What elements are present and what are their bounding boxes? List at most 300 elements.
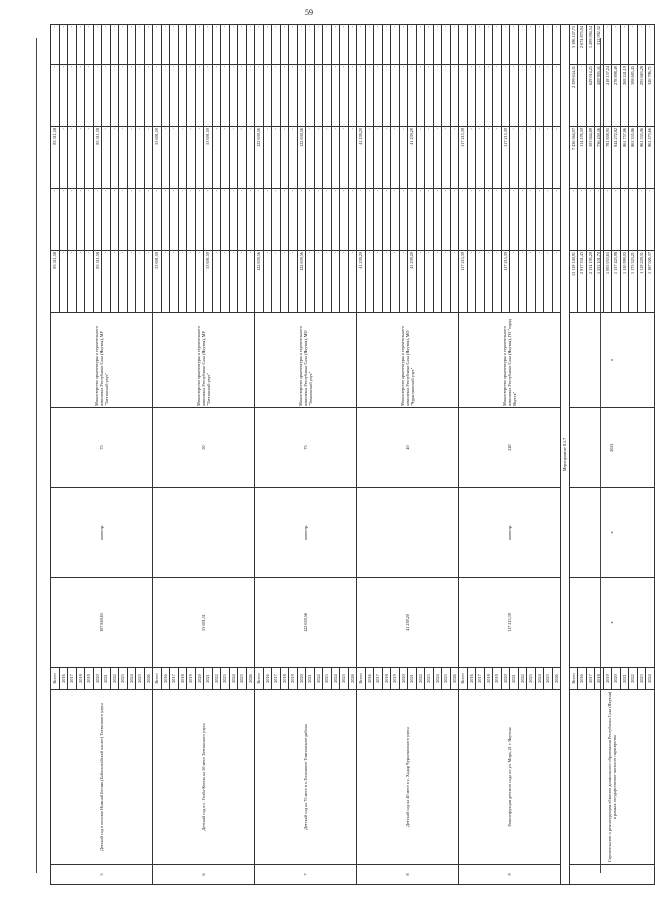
year-cell: 2017 (476, 668, 485, 690)
year-cell: 2023 (119, 668, 128, 690)
year-cell: 2019 (187, 668, 196, 690)
value-d: - (484, 65, 493, 127)
value-b: - (161, 189, 170, 251)
year-cell: 2021 (510, 668, 519, 690)
value-b: - (442, 189, 451, 251)
item-cost: 41 239,20 (357, 578, 459, 668)
total-a: 1 130 999,05 (620, 251, 629, 313)
value-e: - (323, 25, 332, 65)
value-b: - (195, 189, 204, 251)
value-b: - (51, 189, 60, 251)
value-d: - (323, 65, 332, 127)
value-b: - (348, 189, 357, 251)
value-d: - (527, 65, 536, 127)
page-number: 59 (305, 8, 313, 17)
value-b: - (467, 189, 476, 251)
value-e: - (408, 25, 417, 65)
value-c: - (280, 127, 289, 189)
year-cell: 2025 (442, 668, 451, 690)
item-cost: 53 691,51 (153, 578, 255, 668)
value-e: - (297, 25, 306, 65)
value-d: - (476, 65, 485, 127)
value-c: - (127, 127, 136, 189)
total-d: 3 196 127,73 (569, 25, 578, 65)
year-cell: 2016 (365, 668, 374, 690)
value-a: - (170, 251, 179, 313)
value-b: - (144, 189, 153, 251)
table-row (153, 25, 162, 885)
value-d: - (382, 65, 391, 127)
value-a: - (331, 251, 340, 313)
value-a: 53 691,50 (204, 251, 213, 313)
value-d: - (119, 65, 128, 127)
item-number: 7 (255, 865, 357, 885)
value-d: - (153, 65, 162, 127)
value-d: - (399, 65, 408, 127)
year-cell: 2024 (331, 668, 340, 690)
value-e: - (476, 25, 485, 65)
value-e: - (510, 25, 519, 65)
value-c: 122 639,56 (255, 127, 264, 189)
x-mark: х (569, 578, 654, 668)
value-a: 41 239,20 (357, 251, 366, 313)
value-c: - (365, 127, 374, 189)
value-e: - (59, 25, 68, 65)
value-b: - (382, 189, 391, 251)
value-a: - (399, 251, 408, 313)
value-b: - (255, 189, 264, 251)
total-c: 2 399 634,11 (569, 65, 578, 127)
value-a: - (544, 251, 553, 313)
year-cell: 2021 (620, 668, 629, 690)
value-d: - (340, 65, 349, 127)
value-a: - (161, 251, 170, 313)
value-a: - (382, 251, 391, 313)
value-c: - (272, 127, 281, 189)
value-b: - (272, 189, 281, 251)
value-d: - (102, 65, 111, 127)
year-cell: 2020 (195, 668, 204, 690)
value-e: - (527, 25, 536, 65)
value-a: 83 511,58 (93, 251, 102, 313)
value-e: - (552, 25, 561, 65)
total-a: 1 137 425,98 (612, 251, 621, 313)
value-e: - (229, 25, 238, 65)
value-a: - (416, 251, 425, 313)
value-c: - (467, 127, 476, 189)
value-b: - (238, 189, 247, 251)
value-a: - (365, 251, 374, 313)
value-a: - (85, 251, 94, 313)
item-type: новостр. (255, 488, 357, 578)
item-type (153, 488, 255, 578)
value-c: - (442, 127, 451, 189)
value-a: - (348, 251, 357, 313)
value-b: - (552, 189, 561, 251)
value-d: - (59, 65, 68, 127)
value-c: - (535, 127, 544, 189)
value-a: - (221, 251, 230, 313)
value-b: - (527, 189, 536, 251)
year-cell: 2017 (272, 668, 281, 690)
total-d: - (620, 25, 629, 65)
subtotal-row (561, 25, 570, 885)
value-d: - (110, 65, 119, 127)
total-blank-col: - (578, 189, 587, 251)
table-row (51, 25, 60, 885)
value-a: - (68, 251, 77, 313)
value-c: - (238, 127, 247, 189)
value-d: - (501, 65, 510, 127)
year-cell: 2019 (603, 668, 612, 690)
value-d: - (552, 65, 561, 127)
value-b: - (229, 189, 238, 251)
value-a: - (212, 251, 221, 313)
value-e: - (255, 25, 264, 65)
value-c: - (476, 127, 485, 189)
value-b: - (297, 189, 306, 251)
year-cell: 2021 (408, 668, 417, 690)
item-places: 40 (357, 408, 459, 488)
value-a: - (518, 251, 527, 313)
value-c: - (170, 127, 179, 189)
total-c: 629 014,25 (586, 65, 595, 127)
year-cell: 2019 (85, 668, 94, 690)
total-c: 308 685,45 (629, 65, 638, 127)
value-e: - (544, 25, 553, 65)
value-e: - (331, 25, 340, 65)
value-e: - (212, 25, 221, 65)
value-b: - (450, 189, 459, 251)
value-c: 41 239,20 (408, 127, 417, 189)
value-d: - (272, 65, 281, 127)
value-e: - (374, 25, 383, 65)
value-e: - (382, 25, 391, 65)
total-b: 861 275,66 (646, 127, 655, 189)
value-b: - (68, 189, 77, 251)
total-a: 1 005 033,65 (603, 251, 612, 313)
value-e: - (178, 25, 187, 65)
year-cell: 2025 (136, 668, 145, 690)
item-places: 50 (153, 408, 255, 488)
item-type: новостр. (51, 488, 153, 578)
value-e: - (425, 25, 434, 65)
value-c: - (59, 127, 68, 189)
value-c: 83 511,58 (51, 127, 60, 189)
value-c: 53 691,50 (153, 127, 162, 189)
table-left-edge (36, 38, 37, 873)
total-c: 289 905,11 (595, 65, 604, 127)
total-a: 2 917 331,43 (578, 251, 587, 313)
value-d: - (246, 65, 255, 127)
value-e: - (93, 25, 102, 65)
total-c: 218 137,24 (603, 65, 612, 127)
value-b: - (493, 189, 502, 251)
value-a: - (280, 251, 289, 313)
value-d: - (314, 65, 323, 127)
value-c: - (544, 127, 553, 189)
year-cell: 2021 (102, 668, 111, 690)
value-c: - (484, 127, 493, 189)
value-b: - (484, 189, 493, 251)
value-e: - (76, 25, 85, 65)
total-d: 2 674 875,04 (578, 25, 587, 65)
value-e: - (450, 25, 459, 65)
value-a: - (535, 251, 544, 313)
year-cell: 2025 (340, 668, 349, 690)
value-e: - (110, 25, 119, 65)
total-a: 1 187 026,37 (646, 251, 655, 313)
value-d: - (68, 65, 77, 127)
value-d: - (493, 65, 502, 127)
value-e: - (391, 25, 400, 65)
item-name: Детский сад в с. Уолба-Кюель на 50 мест Таттинского улуса (153, 690, 255, 865)
item-type: новостр. (459, 488, 561, 578)
value-b: - (178, 189, 187, 251)
value-a: - (289, 251, 298, 313)
value-e: - (127, 25, 136, 65)
value-a: - (467, 251, 476, 313)
year-cell: 2023 (221, 668, 230, 690)
value-b: - (170, 189, 179, 251)
year-cell: Всего (357, 668, 366, 690)
year-cell: 2023 (527, 668, 536, 690)
value-c: - (450, 127, 459, 189)
value-d: - (535, 65, 544, 127)
value-b: - (323, 189, 332, 251)
value-e: - (221, 25, 230, 65)
value-d: - (331, 65, 340, 127)
year-cell: 2024 (433, 668, 442, 690)
value-a: - (59, 251, 68, 313)
value-e: - (306, 25, 315, 65)
item-name: Детский сад в поселке Нижний Бестях (Байагантайский наслег) Таттинского улуса (51, 690, 153, 865)
value-e: - (365, 25, 374, 65)
value-a: - (450, 251, 459, 313)
value-a: - (493, 251, 502, 313)
value-a: - (314, 251, 323, 313)
value-d: - (510, 65, 519, 127)
value-b: - (357, 189, 366, 251)
value-a: 41 239,20 (408, 251, 417, 313)
value-c: - (161, 127, 170, 189)
value-c: - (102, 127, 111, 189)
total-b: 861 535,06 (637, 127, 646, 189)
value-c: - (552, 127, 561, 189)
value-a: - (306, 251, 315, 313)
value-e: - (501, 25, 510, 65)
value-b: - (263, 189, 272, 251)
value-e: - (68, 25, 77, 65)
value-e: - (136, 25, 145, 65)
value-c: - (323, 127, 332, 189)
value-d: - (306, 65, 315, 127)
value-d: - (178, 65, 187, 127)
item-customer: Министерство архитектуры и строительного комплекса Республики Саха (Якутия), МР "Таттинский улус" (51, 313, 153, 408)
value-c: - (119, 127, 128, 189)
year-cell: 2017 (374, 668, 383, 690)
value-c: - (433, 127, 442, 189)
value-c: - (144, 127, 153, 189)
total-c: 295 663,28 (637, 65, 646, 127)
value-c: - (85, 127, 94, 189)
value-e: - (204, 25, 213, 65)
value-d: - (357, 65, 366, 127)
subtotal-label: Мероприятие 8.1.7 (561, 25, 570, 885)
year-cell: Всего (51, 668, 60, 690)
value-d: - (433, 65, 442, 127)
rotated-table (50, 25, 653, 885)
item-cost: 117 215,39 (459, 578, 561, 668)
year-cell: Всего (459, 668, 468, 690)
value-e: - (399, 25, 408, 65)
value-a: 122 639,56 (297, 251, 306, 313)
value-b: - (314, 189, 323, 251)
total-d: - (629, 25, 638, 65)
item-name: Детский сад на 40 мест в с. Хадар Чурапчинского улуса (357, 690, 459, 865)
value-c: - (399, 127, 408, 189)
value-e: - (493, 25, 502, 65)
value-d: - (450, 65, 459, 127)
value-a: - (76, 251, 85, 313)
year-cell: 2016 (263, 668, 272, 690)
year-cell: 2018 (382, 668, 391, 690)
year-cell: 2026 (246, 668, 255, 690)
value-d: - (204, 65, 213, 127)
value-c: - (221, 127, 230, 189)
value-d: - (391, 65, 400, 127)
value-e: - (314, 25, 323, 65)
value-b: - (76, 189, 85, 251)
table-row (255, 25, 264, 885)
total-b: 7 436 364,07 (569, 127, 578, 189)
value-a: - (144, 251, 153, 313)
value-c: - (246, 127, 255, 189)
total-a: 13 119 149,91 (569, 251, 578, 313)
value-d: - (297, 65, 306, 127)
value-c: - (416, 127, 425, 189)
value-c: 83 511,58 (93, 127, 102, 189)
year-cell: 2022 (314, 668, 323, 690)
value-a: - (246, 251, 255, 313)
value-e: - (161, 25, 170, 65)
year-cell: 2020 (612, 668, 621, 690)
year-cell: 2022 (110, 668, 119, 690)
total-b: 736 450,36 (595, 127, 604, 189)
item-customer: Министерство архитектуры и строительного комплекса Республики Саха (Якутия), ГО "город Якутск" (459, 313, 561, 408)
total-a: 1 175 323,21 (629, 251, 638, 313)
value-b: - (59, 189, 68, 251)
year-cell: 2026 (348, 668, 357, 690)
total-blank-col: - (612, 189, 621, 251)
value-a: - (178, 251, 187, 313)
total-blank (569, 865, 654, 885)
value-a: - (238, 251, 247, 313)
value-b: - (416, 189, 425, 251)
value-c: - (374, 127, 383, 189)
year-cell: 2026 (450, 668, 459, 690)
value-c: - (229, 127, 238, 189)
total-blank-col: - (620, 189, 629, 251)
value-b: - (187, 189, 196, 251)
value-c: 53 691,50 (204, 127, 213, 189)
value-a: - (229, 251, 238, 313)
item-places: 240 (459, 408, 561, 488)
value-a: 53 691,50 (153, 251, 162, 313)
value-e: - (459, 25, 468, 65)
value-e: - (340, 25, 349, 65)
value-c: - (110, 127, 119, 189)
value-b: - (153, 189, 162, 251)
value-c: 122 639,56 (297, 127, 306, 189)
value-d: - (544, 65, 553, 127)
year-cell: 2017 (170, 668, 179, 690)
value-b: - (365, 189, 374, 251)
year-cell: 2018 (484, 668, 493, 690)
value-b: - (93, 189, 102, 251)
value-a: - (442, 251, 451, 313)
value-d: - (408, 65, 417, 127)
value-b: - (221, 189, 230, 251)
value-e: - (518, 25, 527, 65)
total-d: 1 209 094,54 (586, 25, 595, 65)
item-places: 75 (51, 408, 153, 488)
value-b: - (501, 189, 510, 251)
total-d: - (637, 25, 646, 65)
value-a: - (187, 251, 196, 313)
value-b: - (408, 189, 417, 251)
total-a: 1 119 229,31 (637, 251, 646, 313)
table-row (459, 25, 468, 885)
value-d: - (161, 65, 170, 127)
value-c: - (425, 127, 434, 189)
value-a: - (127, 251, 136, 313)
value-a: - (374, 251, 383, 313)
year-cell: 2018 (280, 668, 289, 690)
item-number: 9 (459, 865, 561, 885)
x-mark: х (569, 313, 654, 408)
value-d: - (229, 65, 238, 127)
value-d: - (425, 65, 434, 127)
value-d: - (416, 65, 425, 127)
total-blank-col: - (595, 189, 604, 251)
value-d: - (374, 65, 383, 127)
total-blank-col: - (629, 189, 638, 251)
value-b: - (306, 189, 315, 251)
year-cell: 2022 (416, 668, 425, 690)
item-type (357, 488, 459, 578)
value-b: - (374, 189, 383, 251)
value-a: - (119, 251, 128, 313)
year-cell: 2020 (501, 668, 510, 690)
total-d: - (612, 25, 621, 65)
year-cell: 2020 (399, 668, 408, 690)
total-b: 303 844,89 (586, 127, 595, 189)
total-a: 1 333 101,70 (595, 251, 604, 313)
value-d: - (85, 65, 94, 127)
value-a: - (510, 251, 519, 313)
value-a: 117 215,39 (501, 251, 510, 313)
total-blank-col: - (637, 189, 646, 251)
year-cell: 2018 (76, 668, 85, 690)
total-b: 863 335,86 (629, 127, 638, 189)
value-b: - (289, 189, 298, 251)
value-e: - (263, 25, 272, 65)
value-a: - (272, 251, 281, 313)
value-d: - (76, 65, 85, 127)
value-a: - (391, 251, 400, 313)
year-cell: 2020 (93, 668, 102, 690)
